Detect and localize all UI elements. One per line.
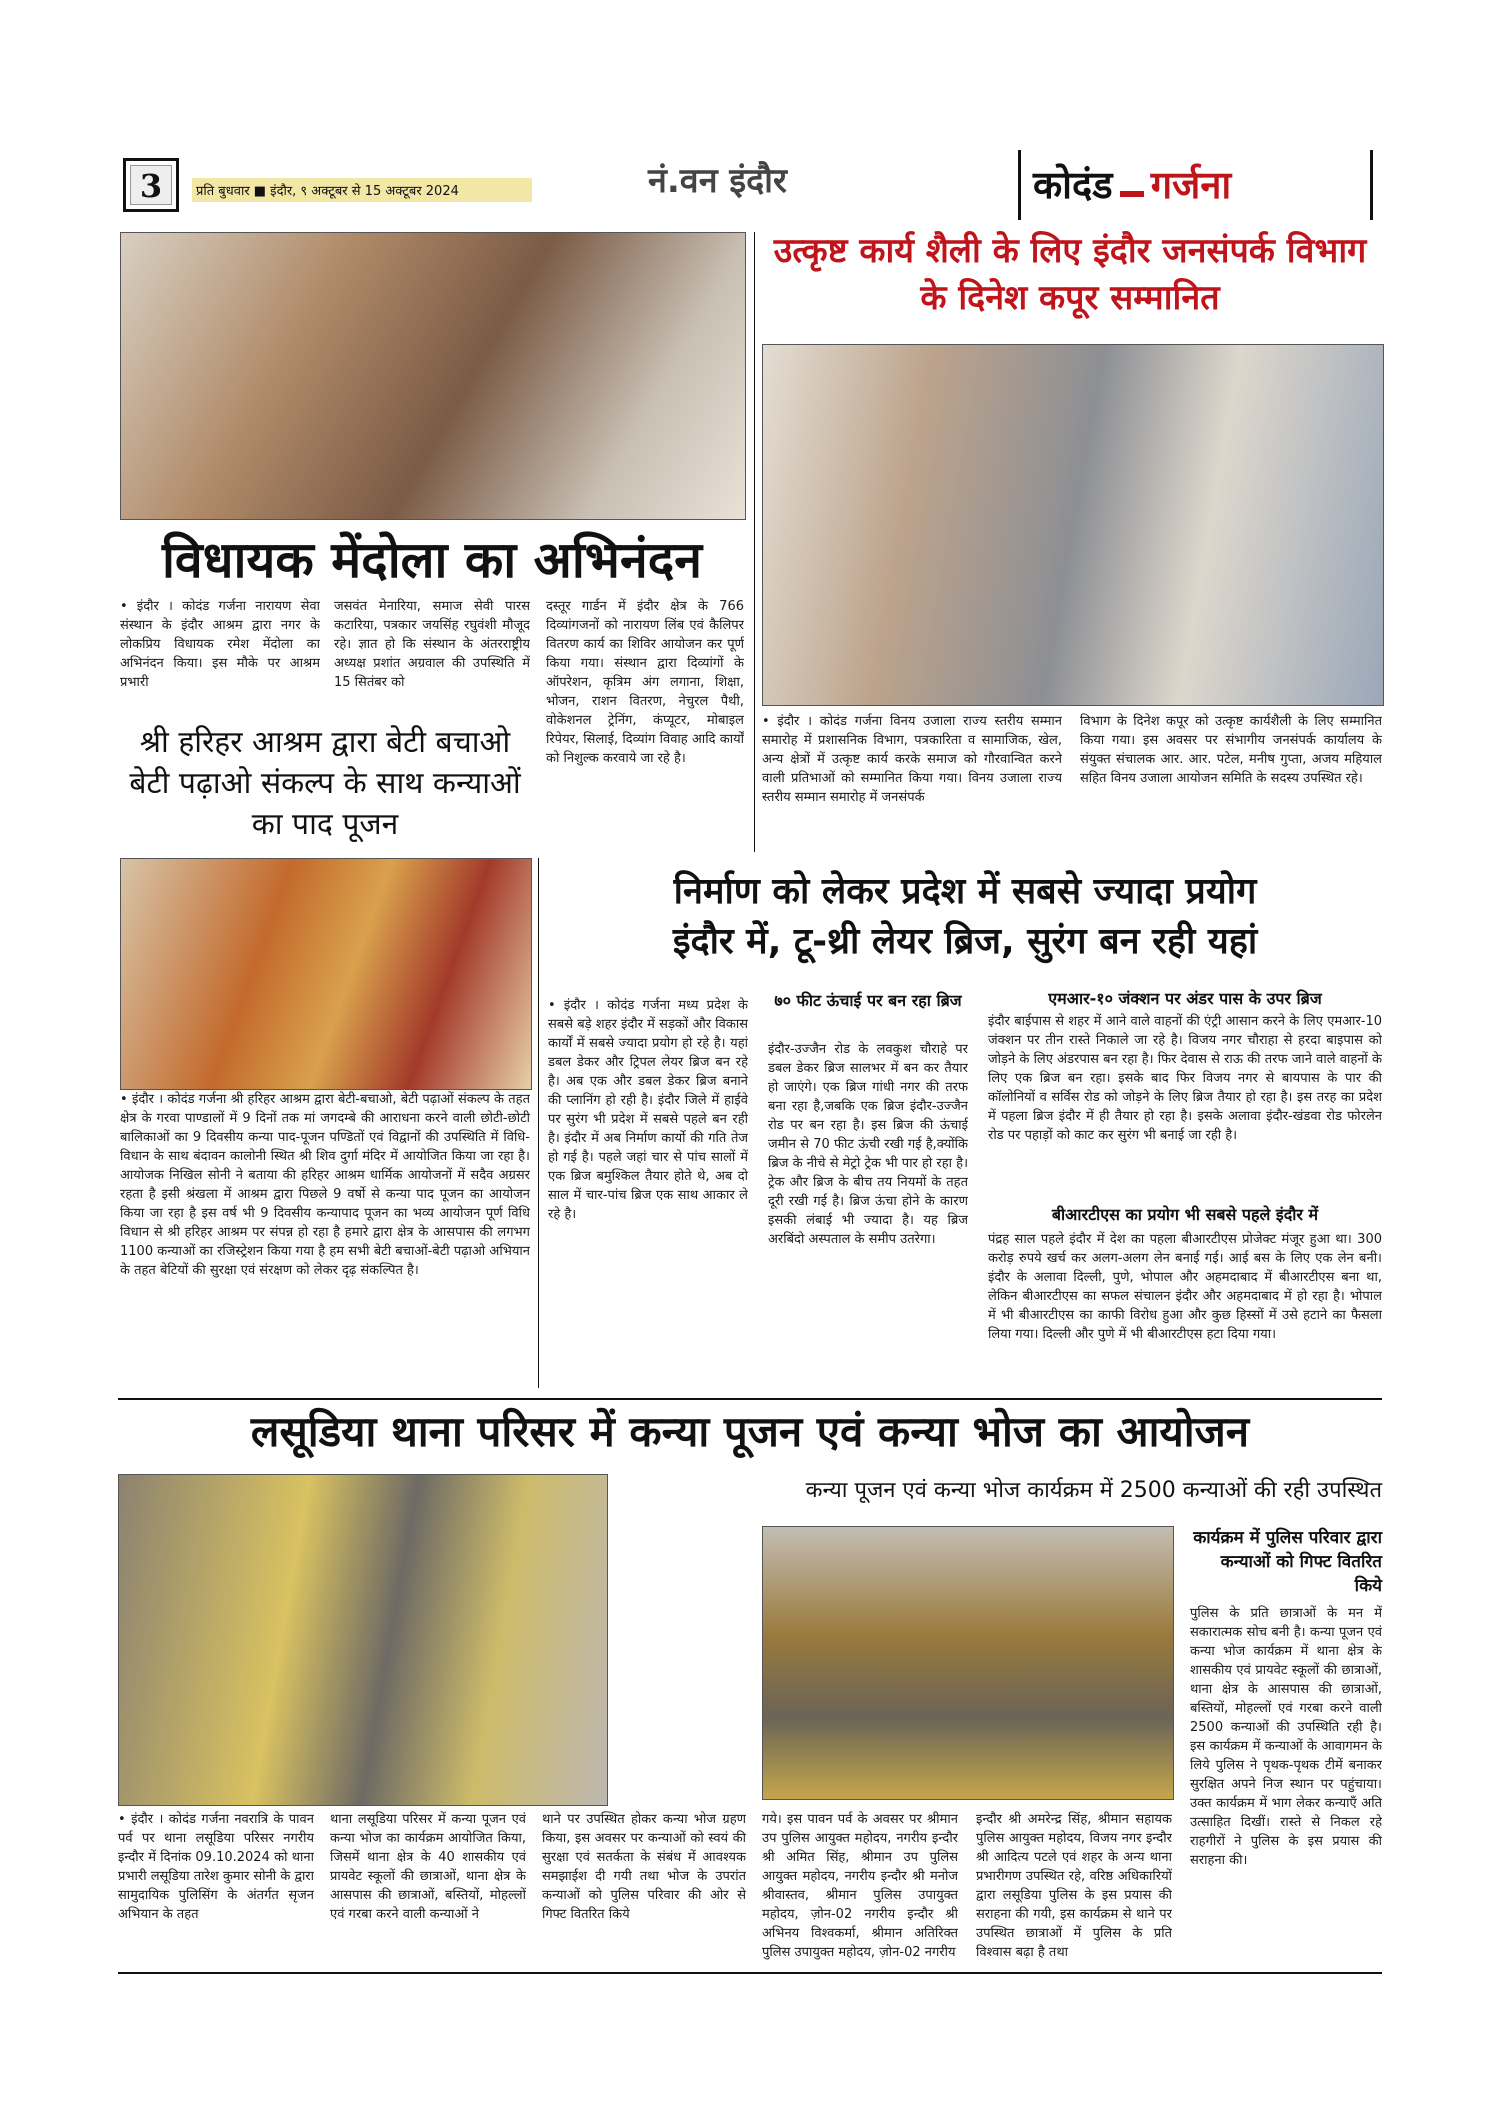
mendola-col-3: दस्तूर गार्डन में इंदौर क्षेत्र के 766 दिव्यांगजनों को नारायण लिंब एवं कैलिपर वितरण कार्य का शिविर आयोजन कर पूर्ण किया गया। संस्थान द्वारा दिव्यांगों के ऑपरेशन, कृत्रिम अंग लगाना, शिक्षा, भोजन, राशन वितरण, नेचुरल पैथी, वोकेशनल ट्रेनिंग, कंप्यूटर, मोबाइल रिपेयर, सिलाई, दिव्यांग विवाह आदि कार्यों को निशुल्क करवाये जा रहे है।: [546, 599, 744, 766]
arrow-icon: [1120, 191, 1144, 197]
bridge-sub-3: बीआरटीएस का प्रयोग भी सबसे पहले इंदौर में: [1051, 1205, 1319, 1224]
mendola-col-1: • इंदौर । कोदंड गर्जना नारायण सेवा संस्थान के इंदौर आश्रम द्वारा नगर के लोकप्रिय विधायक रमेश मेंदोला का अभिनंदन किया। इस मौके पर आश्रम प्रभारी: [120, 599, 320, 690]
kapoor-col-1: • इंदौर । कोदंड गर्जना विनय उजाला राज्य स्तरीय सम्मान समारोह में प्रशासनिक विभाग, पत्रकारिता व सामाजिक, खेल, अन्य क्षेत्रों में उत्कृष्ट कार्य करके समाज को गौरवान्वित करने वाली प्रतिभाओं को सम्मानित किया गया। विनय उजाला राज्य स्तरीय सम्मान समारोह में जनसंपर्क: [762, 714, 1062, 805]
kanya-col-4: गये। इस पावन पर्व के अवसर पर श्रीमान उप पुलिस आयुक्त महोदय, नगरीय इन्दौर श्री अमित सिंह, श्रीमान उप पुलिस आयुक्त महोदय, नगरीय इन्दौर श्री मनोज श्रीवास्तव, श्रीमान पुलिस उपायुक्त महोदय, ज़ोन-02 नगरीय इन्दौर श्री अभिनय विश्वकर्मा, श्रीमान अतिरिक्त पुलिस उपायुक्त महोदय, ज़ोन-02 नगरीय: [762, 1812, 958, 1960]
gift-sidebar-body: पुलिस के प्रति छात्राओं के मन में सकारात्मक सोच बनी है। कन्या पूजन एवं कन्या भोज कार्यक्रम में थाना क्षेत्र के शासकीय एवं प्रायवेट स्कूलों की छात्राओं, थाना क्षेत्र के आसपास की छात्राओं, बस्तियों, मोहल्लों एवं गरबा करने वाली 2500 कन्याओं की उपस्थिति रही है। इस कार्यक्रम में कन्याओं के आवागमन के लिये पुलिस ने पृथक-पृथक टीमें बनाकर सुरक्षित अपने निज स्थान पर पहुंचाया। उक्त कार्यक्रम में भाग लेकर कन्याएँ अति उत्साहित दिखीं। रास्ते से निकल रहे राहगीरों ने पुलिस के इस प्रयास की सराहना की।: [1190, 1606, 1382, 1868]
kanya-pujan-deck: कन्या पूजन एवं कन्या भोज कार्यक्रम में 2500 कन्याओं की रही उपस्थित: [805, 1478, 1382, 1503]
logo-rule-left: [1018, 150, 1021, 220]
harihar-headline: श्री हरिहर आश्रम द्वारा बेटी बचाओ बेटी पढ़ाओ संकल्प के साथ कन्याओं का पाद पूजन: [129, 725, 521, 842]
bridge-sub-1: ७० फीट ऊंचाई पर बन रहा ब्रिज: [774, 991, 962, 1010]
rule-4: [118, 1972, 1382, 1974]
bridge-headline-1: निर्माण को लेकर प्रदेश में सबसे ज्यादा प्रयोग: [673, 871, 1257, 912]
group-photo: [762, 1526, 1174, 1800]
kanya-col-1: • इंदौर । कोदंड गर्जना नवरात्रि के पावन पर्व पर थाना लसूडिया परिसर नगरीय इन्दौर में दिनांक 09.10.2024 को थाना प्रभारी लसूडिया तारेश कुमार सोनी के द्वारा सामुदायिक पुलिसिंग के अंतर्गत सृजन अभियान के तहत: [118, 1812, 314, 1922]
logo-rule-right: [1370, 150, 1373, 220]
mendola-headline: विधायक मेंदोला का अभिनंदन: [161, 531, 703, 589]
gift-sidebar-head: कार्यक्रम में पुलिस परिवार द्वारा कन्याओं को गिफ्ट वितरित किये: [1193, 1528, 1382, 1596]
mendola-photo: [120, 232, 746, 520]
page-number-box: [123, 158, 179, 212]
bridge-col-3: इंदौर बाईपास से शहर में आने वाले वाहनों की एंट्री आसान करने के लिए एमआर-10 जंक्शन पर तीन रास्ते निकाले जा रहे है। विजय नगर चौराहा से हरदा बाइपास को जोड़ने के लिए अंडरपास बन रहा है। फिर देवास से राऊ की तरफ जाने वाले वाहनों के लिए एक ब्रिज बन रहा। इसके बाद फिर विजय नगर से बायपास के पार की कॉलोनियों व सर्विस रोड को जोड़ने के लिए ब्रिज तैयार हो रहा है। इस तरह का प्रदेश में पहला ब्रिज इंदौर में ही तैयार हो रहा है। इसके अलावा इंदौर-खंडवा रोड फोरलेन रोड पर पहाड़ों को काट कर सुरंग भी बनाई जा रही है।: [988, 1014, 1382, 1143]
kapoor-col-2: विभाग के दिनेश कपूर को उत्कृष्ट कार्यशैली के लिए सम्मानित किया गया। इस अवसर पर संभागीय जनसंपर्क कार्यालय के संयुक्त संचालक आर. आर. पटेल, मनीष गुप्ता, अजय महियाल सहित विनय उजाला आयोजन समिति के सदस्य उपस्थित रहे।: [1080, 714, 1382, 786]
logo-text-black: कोदंड: [1033, 163, 1113, 207]
bridge-headline-2: इंदौर में, टू-थ्री लेयर ब्रिज, सुरंग बन रही यहां: [672, 921, 1258, 962]
bridge-col-4: पंद्रह साल पहले इंदौर में देश का पहला बीआरटीएस प्रोजेक्ट मंजूर हुआ था। 300 करोड़ रुपये खर्च कर अलग-अलग लेन बनाई गई। आई बस के लिए एक लेन बनी। इंदौर के अलावा दिल्ली, पुणे, भोपाल और अहमदाबाद में बीआरटीएस बना था, लेकिन बीआरटीएस का सफल संचालन इंदौर और अहमदाबाद में हो रहा है। भोपाल में भी बीआरटीएस का काफी विरोध हुआ और कुछ हिस्सों में उसे हटाने का फैसला लिया गया। दिल्ली और पुणे में भी बीआरटीएस हटा दिया गया।: [988, 1232, 1382, 1342]
kanya-col-3: थाने पर उपस्थित होकर कन्या भोज ग्रहण किया, इस अवसर पर कन्याओं को स्वयं की सुरक्षा एवं सतर्कता के संबंध में आवश्यक समझाईश दी गयी तथा भोज के उपरांत कन्याओं को पुलिस परिवार की ओर से गिफ्ट वितरित किये: [542, 1812, 746, 1922]
page-number: 3: [139, 167, 163, 205]
rule-2: [754, 232, 755, 852]
masthead-logo: [1033, 158, 1353, 214]
rule-1: [538, 858, 539, 1388]
kapoor-photo: [762, 344, 1384, 706]
dateline: प्रति बुधवार ■ इंदौर, ९ अक्टूबर से 15 अक्टूबर 2024: [196, 184, 459, 199]
kanya-col-5: इन्दौर श्री अमरेन्द्र सिंह, श्रीमान सहायक पुलिस आयुक्त महोदय, विजय नगर इन्दौर श्री आदित्य पटले एवं शहर के अन्य थाना प्रभारीगण उपस्थित रहे, वरिष्ठ अधिकारियों द्वारा लसूडिया पुलिस के इस प्रयास की सराहना की गयी, इस कार्यक्रम से थाने पर उपस्थित छात्राओं में पुलिस के प्रति विश्वास बढ़ा है तथा: [976, 1812, 1172, 1960]
kanya-pujan-headline: लसूडिया थाना परिसर में कन्या पूजन एवं कन्या भोज का आयोजन: [250, 1407, 1250, 1456]
mendola-col-2: जसवंत मेनारिया, समाज सेवी पारस कटारिया, पत्रकार जयसिंह रघुवंशी मौजूद रहे। ज्ञात हो कि संस्थान के अंतरराष्ट्रीय अध्यक्ष प्रशांत अग्रवाल की उपस्थिति में 15 सितंबर को: [334, 599, 530, 690]
bridge-sub-2: एमआर-१० जंक्शन पर अंडर पास के उपर ब्रिज: [1048, 989, 1322, 1008]
harihar-body: • इंदौर । कोदंड गर्जना श्री हरिहर आश्रम द्वारा बेटी-बचाओ, बेटी पढ़ाओं संकल्प के तहत क्षेत्र के गरवा पाण्डालों में 9 दिनों तक मां जगदम्बे की आराधना करने वाली छोटी-छोटी बालिकाओं का 9 दिवसीय कन्या पाद-पूजन पण्डितों एवं विद्वानों की उपस्थिति में विधि-विधान के साथ बंदावन कालोनी स्थित श्री शिव दुर्गा मंदिर में आयोजित किया जा रहा है। आयोजक निखिल सोनी ने बताया की हरिहर आश्रम धार्मिक आयोजनों में सदैव अग्रसर रहता है इसी श्रंखला में आश्रम द्वारा पिछले 9 वर्षो से कन्या पाद पूजन का आयोजन किया जा रहा है इस वर्ष भी 9 दिवसीय कन्यापाद पूजन का भव्य आयोजन पूर्ण विधि विधान से श्री हरिहर आश्रम पर संपन्न हो रहा है हमारे द्वारा क्षेत्र के आसपास की लगभग 1100 कन्याओं का रजिस्ट्रेशन किया गया है हम सभी बेटी बचाओं-बेटी पढ़ाओ अभियान के तहत बेटियों की सुरक्षा एवं संरक्षण को लेकर दृढ़ संकल्पित है।: [120, 1092, 530, 1278]
kanya-col-2: थाना लसूडिया परिसर में कन्या पूजन एवं कन्या भोज का कार्यक्रम आयोजित किया, जिसमें थाना क्षेत्र के 40 शासकीय एवं प्रायवेट स्कूलों की छात्राओं, थाना क्षेत्र के आसपास की छात्राओं, बस्तियों, मोहल्लों एवं गरबा करने वाली कन्याओं ने: [330, 1812, 526, 1922]
bridge-col-2: इंदौर-उज्जैन रोड के लवकुश चौराहे पर डबल डेकर ब्रिज सालभर में बन कर तैयार हो जाएंगे। एक ब्रिज गांधी नगर की तरफ बना रहा है,जबकि एक ब्रिज इंदौर-उज्जैन रोड पर बन रहा है। इस ब्रिज की ऊंचाई जमीन से 70 फीट ऊंची रखी गई है,क्योंकि ब्रिज के नीचे से मेट्रो ट्रेक भी पार हो रहा है। ट्रेक और ब्रिज के बीच तय नियमों के तहत दूरी रखी गई है। ब्रिज ऊंचा होने के कारण इसकी लंबाई भी ज्यादा है। यह ब्रिज अरबिंदो अस्पताल के समीप उतरेगा।: [768, 1042, 968, 1247]
kapoor-headline: उत्कृष्ट कार्य शैली के लिए इंदौर जनसंपर्क विभाग के दिनेश कपूर सम्मानित: [773, 231, 1367, 318]
harihar-photo: [120, 858, 532, 1090]
kanya-bhoj-photo: [118, 1474, 608, 1806]
logo-text-red: गर्जना: [1150, 163, 1232, 207]
section-title: नं.वन इंदौर: [648, 161, 787, 201]
rule-3: [118, 1398, 1382, 1400]
bridge-col-1: • इंदौर । कोदंड गर्जना मध्य प्रदेश के सबसे बड़े शहर इंदौर में सड़कों और विकास कार्यों में सबसे ज्यादा प्रयोग हो रहे है। यहां डबल डेकर और ट्रिपल लेयर ब्रिज बन रहे है। अब एक और डबल डेकर ब्रिज बनाने की प्लानिंग हो रही है। इंदौर जिले में हाईवे पर सुरंग भी प्रदेश में सबसे पहले बन रही है। इंदौर में अब निर्माण कार्यो की गति तेज हो गई है। पहले जहां चार से पांच सालों में एक ब्रिज बमुश्किल तैयार होते थे, अब दो साल में चार-पांच ब्रिज एक साथ आकार ले रहे है।: [548, 998, 748, 1222]
page-header: [118, 150, 1380, 222]
